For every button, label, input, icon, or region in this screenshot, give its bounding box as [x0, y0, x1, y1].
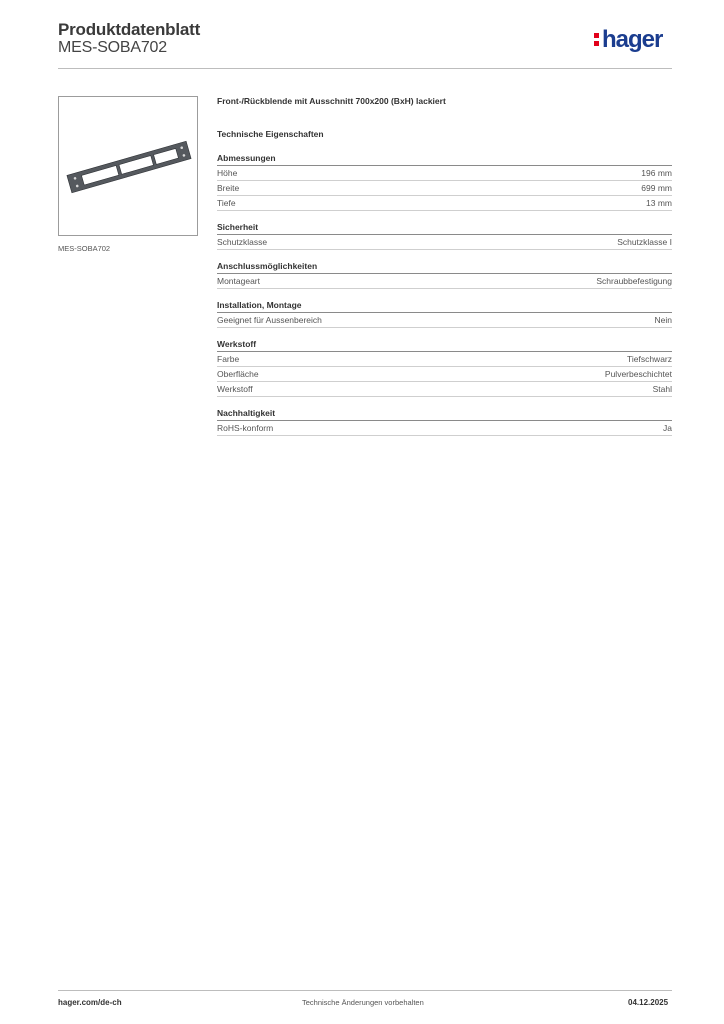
- property-row: [217, 166, 672, 181]
- property-value: 196 mm: [641, 168, 672, 178]
- property-value: Nein: [654, 315, 672, 325]
- property-row: [217, 196, 672, 211]
- property-group: [217, 153, 672, 211]
- property-label: Höhe: [217, 168, 238, 178]
- product-image: [58, 96, 198, 236]
- property-value: 699 mm: [641, 183, 672, 193]
- property-label: Oberfläche: [217, 369, 259, 379]
- product-description: Front-/Rückblende mit Ausschnitt 700x200 (BxH) lackiert: [217, 96, 446, 106]
- property-row: [217, 352, 672, 367]
- property-label: RoHS-konform: [217, 423, 274, 433]
- property-label: Farbe: [217, 354, 240, 364]
- property-value: Stahl: [652, 384, 672, 394]
- logo-dots-icon: [594, 31, 599, 48]
- property-row: [217, 313, 672, 328]
- panel-with-cutout-image-icon: [59, 97, 199, 237]
- group-title: Abmessungen: [217, 153, 672, 166]
- footer-divider: [58, 990, 672, 991]
- group-title: Nachhaltigkeit: [217, 408, 672, 421]
- property-value: Tiefschwarz: [626, 354, 672, 364]
- property-value: Schraubbefestigung: [596, 276, 672, 286]
- header-divider: [58, 68, 672, 69]
- property-group: [217, 300, 672, 328]
- property-value: 13 mm: [646, 198, 672, 208]
- property-label: Tiefe: [217, 198, 236, 208]
- property-label: Schutzklasse: [217, 237, 268, 247]
- property-group: [217, 408, 672, 436]
- property-value: Pulverbeschichtet: [604, 369, 672, 379]
- property-group: [217, 261, 672, 289]
- group-title: Werkstoff: [217, 339, 672, 352]
- product-code: MES-SOBA702: [58, 39, 167, 56]
- group-title: Sicherheit: [217, 222, 672, 235]
- property-value: Ja: [663, 423, 672, 433]
- property-row: [217, 367, 672, 382]
- technical-properties-title: Technische Eigenschaften: [217, 129, 324, 139]
- property-label: Breite: [217, 183, 240, 193]
- property-label: Werkstoff: [217, 384, 253, 394]
- footer-date: 04.12.2025: [628, 998, 669, 1007]
- property-label: Montageart: [217, 276, 260, 286]
- page-title: Produktdatenblatt: [58, 20, 201, 39]
- property-row: [217, 421, 672, 436]
- footer-notice: Technische Änderungen vorbehalten: [302, 998, 424, 1007]
- property-groups: [217, 153, 672, 436]
- product-details: [217, 96, 672, 447]
- property-label: Geeignet für Aussenbereich: [217, 315, 322, 325]
- footer-website[interactable]: hager.com/de-ch: [58, 998, 122, 1007]
- property-row: [217, 235, 672, 250]
- image-caption: MES-SOBA702: [58, 244, 111, 253]
- property-group: [217, 339, 672, 397]
- hager-logo: [594, 28, 662, 52]
- group-title: Anschlussmöglichkeiten: [217, 261, 672, 274]
- logo-text: hager: [602, 26, 663, 53]
- property-row: [217, 274, 672, 289]
- property-value: Schutzklasse I: [617, 237, 672, 247]
- property-group: [217, 222, 672, 250]
- property-row: [217, 382, 672, 397]
- property-row: [217, 181, 672, 196]
- group-title: Installation, Montage: [217, 300, 672, 313]
